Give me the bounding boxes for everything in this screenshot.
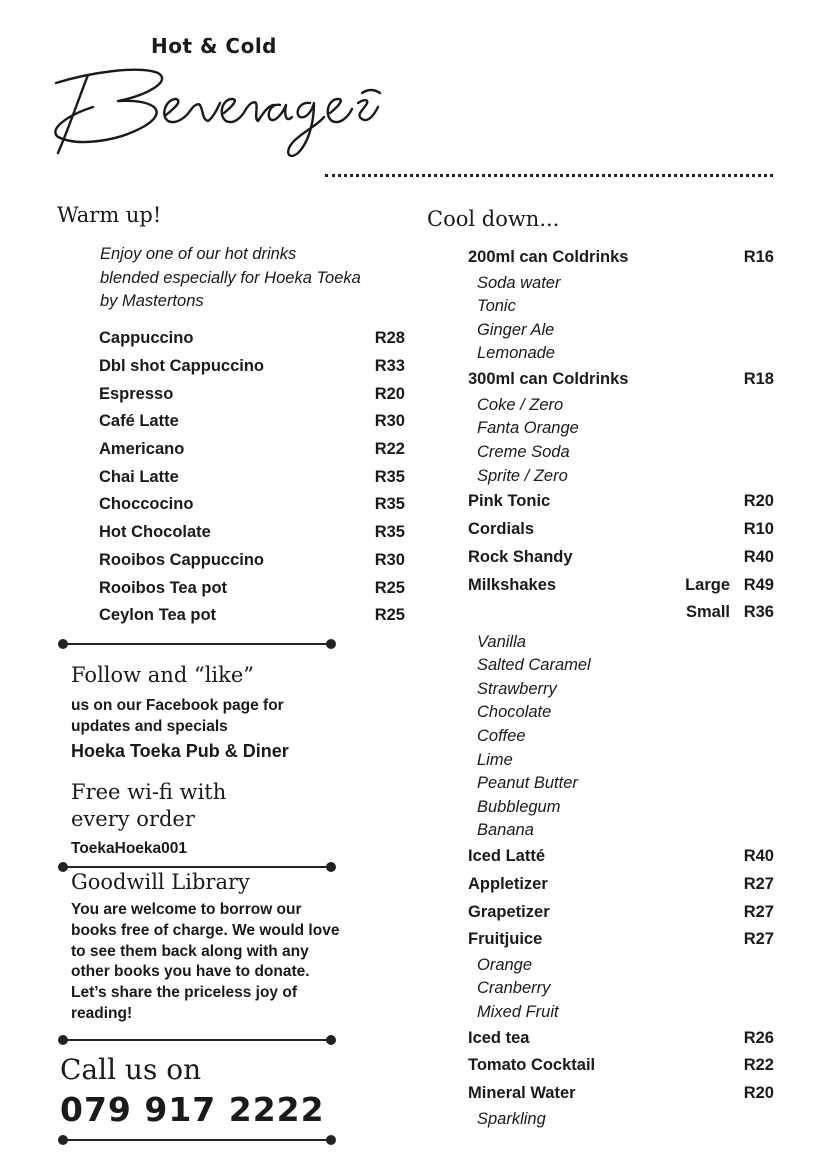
sub-item: Mixed Fruit — [477, 1002, 559, 1021]
section-divider — [63, 866, 331, 868]
list-item — [468, 544, 774, 572]
list-item — [468, 843, 774, 871]
item-price: R33 — [374, 357, 405, 376]
list-item — [99, 325, 405, 353]
list-item — [99, 380, 405, 408]
milkshakes-size-row — [468, 599, 774, 627]
item-name: 200ml can Coldrinks — [468, 248, 629, 267]
list-item — [468, 1080, 774, 1108]
flavour-item: Bubblegum — [477, 797, 561, 816]
list-item — [99, 602, 405, 630]
flavour-item: Lime — [477, 750, 513, 769]
flavour-item: Salted Caramel — [477, 656, 591, 675]
cool-down-heading: Cool down... — [427, 207, 560, 231]
flavour-item: Peanut Butter — [477, 774, 578, 793]
library-line: books free of charge. We would love — [71, 921, 340, 939]
item-price: R35 — [374, 467, 405, 486]
library-line: You are welcome to borrow our — [71, 901, 302, 918]
item-price: R27 — [743, 930, 774, 949]
item-name: Mineral Water — [468, 1084, 576, 1103]
list-item — [99, 408, 405, 436]
list-item — [99, 353, 405, 381]
sub-item: Lemonade — [477, 344, 555, 363]
sub-item: Creme Soda — [477, 442, 570, 461]
wifi-heading-line: Free wi-fi with — [71, 780, 227, 804]
item-price: R26 — [743, 1028, 774, 1047]
item-name: Fruitjuice — [468, 930, 543, 949]
item-name: 300ml can Coldrinks — [468, 370, 629, 389]
item-name: Hot Chocolate — [99, 523, 211, 542]
item-price: R49 — [743, 575, 774, 594]
item-name: Café Latte — [99, 412, 179, 431]
item-price: R18 — [743, 370, 774, 389]
sub-item: Sparkling — [477, 1109, 546, 1128]
flavour-item: Vanilla — [477, 632, 526, 651]
item-price: R35 — [374, 495, 405, 514]
item-name: Rock Shandy — [468, 547, 573, 566]
item-name: Milkshakes — [468, 575, 557, 594]
item-name: Choccocino — [99, 495, 194, 514]
section-divider — [63, 643, 331, 645]
intro-line: blended especially for Hoeka Toeka — [100, 268, 361, 287]
follow-body — [71, 695, 284, 737]
item-price: R20 — [374, 384, 405, 403]
milkshakes-row — [468, 571, 774, 599]
item-name: Grapetizer — [468, 902, 550, 921]
item-price: R27 — [743, 902, 774, 921]
flavour-item: Chocolate — [477, 703, 552, 722]
item-price: R40 — [743, 847, 774, 866]
size-label: Small — [685, 603, 730, 622]
item-name: Appletizer — [468, 874, 548, 893]
item-name: Ceylon Tea pot — [99, 606, 217, 625]
item-price: R35 — [374, 523, 405, 542]
item-price: R20 — [743, 1084, 774, 1103]
wifi-heading — [71, 779, 226, 833]
item-name: Americano — [99, 440, 185, 459]
item-price: R22 — [374, 440, 405, 459]
item-name: Dbl shot Cappuccino — [99, 357, 264, 376]
item-price: R25 — [374, 606, 405, 625]
item-price: R36 — [743, 603, 774, 622]
library-line: other books you have to donate. — [71, 963, 310, 981]
cold-drinks-list — [468, 244, 774, 1131]
item-price: R10 — [743, 520, 774, 539]
item-name: Rooibos Tea pot — [99, 578, 228, 597]
library-line: to see them back along with any — [71, 942, 309, 960]
item-name: Espresso — [99, 384, 174, 403]
item-price: R16 — [743, 248, 774, 267]
list-item — [99, 463, 405, 491]
follow-heading: Follow and “like” — [71, 663, 255, 687]
library-body — [71, 900, 339, 1025]
list-item — [99, 491, 405, 519]
item-price: R28 — [374, 329, 405, 348]
section-divider — [63, 1039, 331, 1041]
list-item — [468, 871, 774, 899]
intro-line: by Mastertons — [100, 292, 204, 310]
item-price: R25 — [374, 578, 405, 597]
section-divider — [63, 1139, 331, 1141]
sub-item: Soda water — [477, 273, 561, 292]
list-item — [468, 1052, 774, 1080]
item-name: Rooibos Cappuccino — [99, 550, 264, 569]
sub-item: Fanta Orange — [477, 419, 579, 438]
item-price: R30 — [374, 550, 405, 569]
list-item — [468, 244, 774, 272]
list-item — [468, 516, 774, 544]
list-item — [468, 366, 774, 394]
intro-line: Enjoy one of our hot drinks — [100, 245, 297, 263]
item-price: R30 — [374, 412, 405, 431]
flavour-item: Banana — [477, 821, 534, 840]
item-name: Chai Latte — [99, 467, 179, 486]
call-heading: Call us on — [60, 1053, 202, 1086]
size-label: Large — [685, 575, 730, 594]
item-price: R40 — [743, 547, 774, 566]
item-name: Tomato Cocktail — [468, 1056, 596, 1075]
facebook-page-name: Hoeka Toeka Pub & Diner — [71, 741, 289, 761]
library-heading: Goodwill Library — [71, 870, 250, 894]
sub-item: Orange — [477, 955, 533, 974]
sub-item: Sprite / Zero — [477, 466, 568, 485]
warm-up-intro — [100, 243, 400, 314]
item-price: R22 — [743, 1056, 774, 1075]
item-name: Cordials — [468, 520, 535, 539]
library-line: reading! — [71, 1004, 133, 1022]
list-item — [468, 898, 774, 926]
sub-item: Coke / Zero — [477, 395, 564, 414]
sub-item: Tonic — [477, 297, 516, 316]
list-item — [468, 1024, 774, 1052]
flavour-item: Coffee — [477, 726, 526, 745]
item-name: Iced tea — [468, 1028, 530, 1047]
item-name: Cappuccino — [99, 329, 194, 348]
header-dotted-divider — [325, 174, 773, 177]
beverages-script-title — [48, 55, 388, 165]
list-item — [99, 574, 405, 602]
item-name: Iced Latté — [468, 847, 546, 866]
sub-item: Cranberry — [477, 979, 551, 998]
list-item — [468, 488, 774, 516]
item-price: R20 — [743, 492, 774, 511]
list-item — [99, 436, 405, 464]
list-item — [99, 547, 405, 575]
phone-number: 079 917 2222 — [60, 1090, 325, 1129]
library-line: Let’s share the priceless joy of — [71, 984, 297, 1002]
wifi-heading-line: every order — [71, 807, 195, 831]
item-price: R27 — [743, 874, 774, 893]
menu-subtitle: Hot & Cold — [151, 34, 277, 58]
list-item — [99, 519, 405, 547]
hot-drinks-list — [99, 325, 405, 630]
flavour-item: Strawberry — [477, 679, 557, 698]
follow-line: us on our Facebook page for — [71, 697, 284, 714]
list-item — [468, 926, 774, 954]
warm-up-heading: Warm up! — [57, 203, 162, 227]
wifi-network: ToekaHoeka001 — [71, 840, 188, 857]
sub-item: Ginger Ale — [477, 320, 555, 339]
item-name: Pink Tonic — [468, 492, 551, 511]
follow-line: updates and specials — [71, 718, 228, 735]
